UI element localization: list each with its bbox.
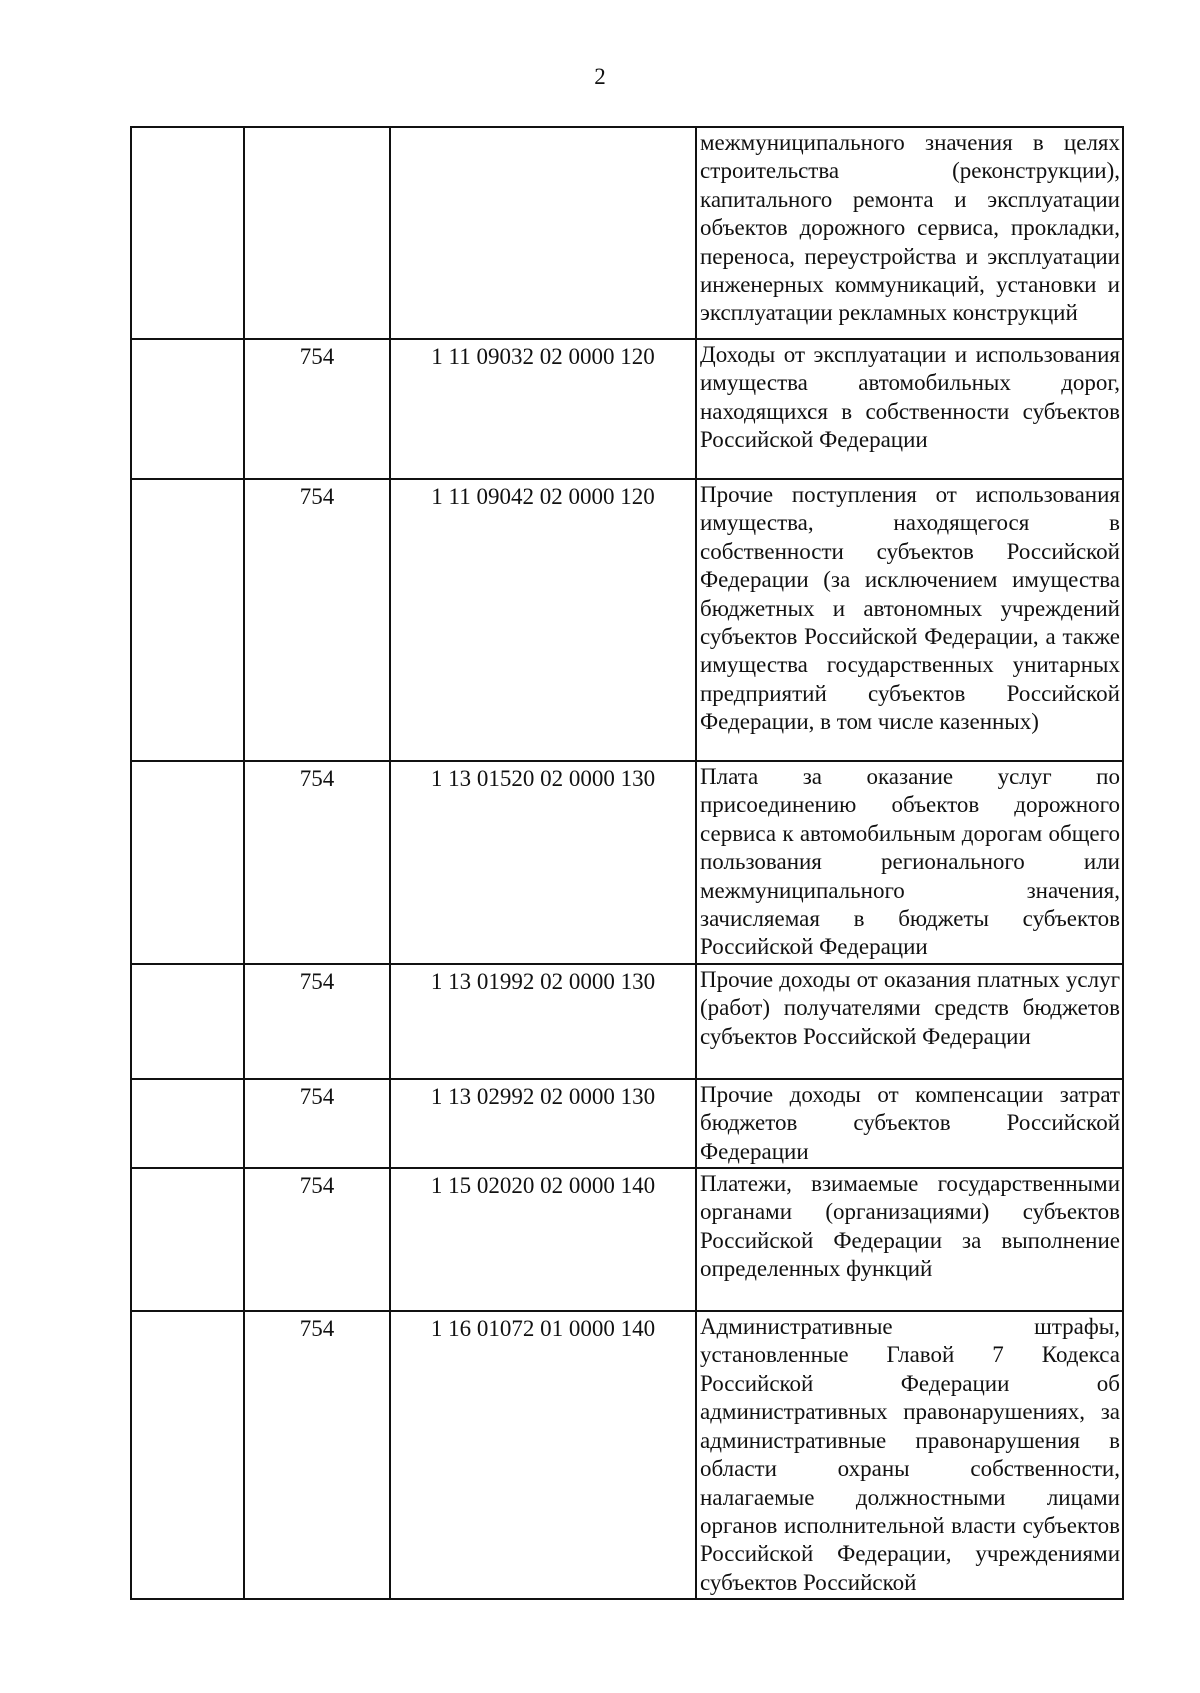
kbk-code-cell: 1 16 01072 01 0000 140 [390,1311,696,1599]
row-number-cell [131,127,244,339]
description-cell: Прочие поступления от использования имущества, находящегося в собственности субъектов Российской Федерации (за исключением имущества бюджетных и автономных учреждений субъектов Российской Федерации, а также имущества государственных унитарных предприятий субъектов Российской Федерации, в том числе казенных) [696,479,1123,761]
admin-code-cell: 754 [244,1311,390,1599]
table-row [131,339,1123,479]
revenue-codes-table [130,126,1124,1600]
page-number: 2 [594,64,606,89]
kbk-code-cell: 1 13 02992 02 0000 130 [390,1079,696,1168]
row-number-cell [131,1079,244,1168]
kbk-code-cell [390,127,696,339]
table-row [131,761,1123,964]
description-cell: Прочие доходы от оказания платных услуг (работ) получателями средств бюджетов субъектов Российской Федерации [696,964,1123,1079]
admin-code-cell: 754 [244,339,390,479]
row-number-cell [131,761,244,964]
admin-code-cell: 754 [244,1079,390,1168]
description-cell: Платежи, взимаемые государственными органами (организациями) субъектов Российской Федерации за выполнение определенных функций [696,1168,1123,1311]
table-row [131,479,1123,761]
description-cell: межмуниципального значения в целях строительства (реконструкции), капитального ремонта и эксплуатации объектов дорожного сервиса, прокладки, переноса, переустройства и эксплуатации инженерных коммуникаций, установки и эксплуатации рекламных конструкций [696,127,1123,339]
row-number-cell [131,1168,244,1311]
admin-code-cell: 754 [244,761,390,964]
row-number-cell [131,964,244,1079]
row-number-cell [131,339,244,479]
table-row [131,127,1123,339]
kbk-code-cell: 1 13 01992 02 0000 130 [390,964,696,1079]
table-row [131,964,1123,1079]
table-row [131,1168,1123,1311]
kbk-code-cell: 1 13 01520 02 0000 130 [390,761,696,964]
kbk-code-cell: 1 15 02020 02 0000 140 [390,1168,696,1311]
description-cell: Административные штрафы, установленные Главой 7 Кодекса Российской Федерации об административных правонарушениях, за административные правонарушения в области охраны собственности, налагаемые должностными лицами органов исполнительной власти субъектов Российской Федерации, учреждениями субъектов Российской [696,1311,1123,1599]
admin-code-cell: 754 [244,1168,390,1311]
admin-code-cell: 754 [244,964,390,1079]
description-cell: Плата за оказание услуг по присоединению объектов дорожного сервиса к автомобильным дорогам общего пользования регионального или межмуниципального значения, зачисляемая в бюджеты субъектов Российской Федерации [696,761,1123,964]
description-cell: Доходы от эксплуатации и использования имущества автомобильных дорог, находящихся в собственности субъектов Российской Федерации [696,339,1123,479]
admin-code-cell: 754 [244,479,390,761]
kbk-code-cell: 1 11 09042 02 0000 120 [390,479,696,761]
row-number-cell [131,479,244,761]
admin-code-cell [244,127,390,339]
kbk-code-cell: 1 11 09032 02 0000 120 [390,339,696,479]
description-cell: Прочие доходы от компенсации затрат бюджетов субъектов Российской Федерации [696,1079,1123,1168]
table-row [131,1079,1123,1168]
table-row [131,1311,1123,1599]
row-number-cell [131,1311,244,1599]
